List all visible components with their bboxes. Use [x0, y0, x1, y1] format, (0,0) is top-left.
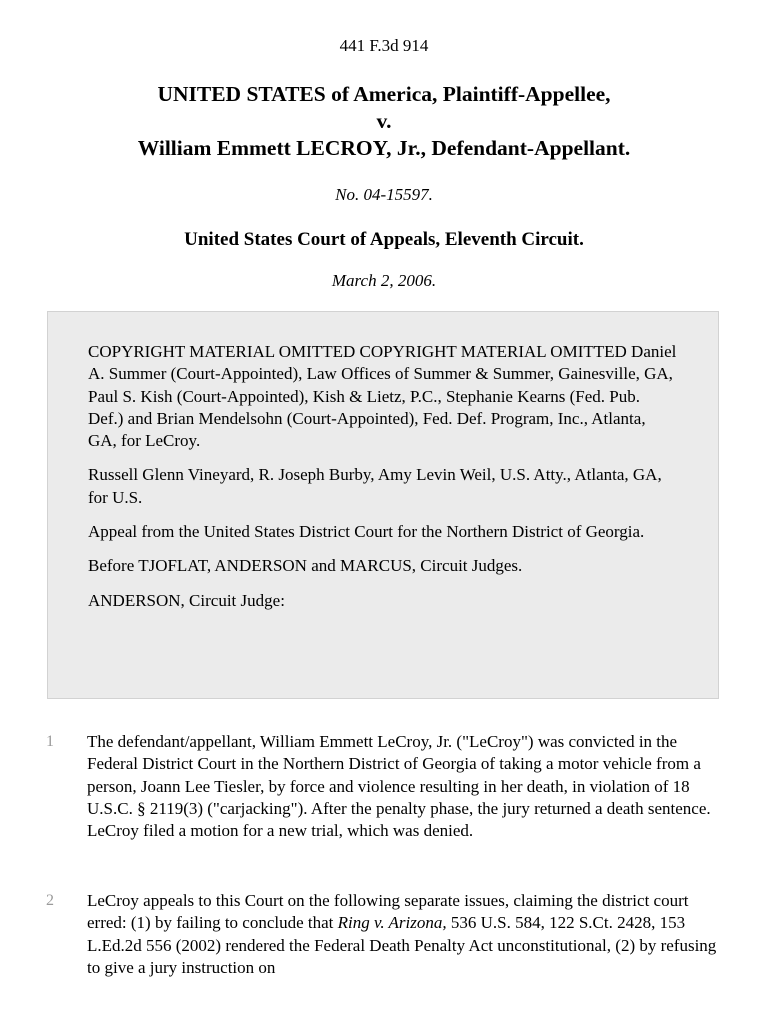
case-name-ring-v-arizona[interactable]: Ring v. Arizona, — [337, 913, 447, 933]
paragraph-text-after: 536 U.S. 584, 122 S.Ct. 2428, 153 L.Ed.2d 556 (2002) rendered the Federal Death Penalty Act unconstitutional, (2) by refusing to give a jury instruction on — [87, 913, 717, 977]
caption-versus: v. — [376, 109, 392, 133]
case-caption — [0, 81, 768, 162]
paragraph-text: The defendant/appellant, William Emmett LeCroy, Jr. ("LeCroy") was convicted in the Federal District Court in the Northern District of Georgia of taking a motor vehicle from a person, Joann Lee Tiesler, by force and violence resulting in her death, in violation of 18 U.S.C. § 2119(3) ("carjacking"). After the penalty phase, the jury returned a death sentence. LeCroy filed a motion for a new trial, which was denied. — [87, 732, 711, 841]
headnote-box — [47, 311, 719, 699]
caption-plaintiff: UNITED STATES of America, Plaintiff-Appellee, — [157, 82, 611, 106]
paragraph-number: 2 — [46, 892, 54, 909]
paragraph-number: 1 — [46, 733, 54, 750]
opinion-author: ANDERSON, Circuit Judge: — [88, 590, 285, 610]
court-name: United States Court of Appeals, Eleventh Circuit. — [184, 229, 584, 250]
counsel-appellant: COPYRIGHT MATERIAL OMITTED COPYRIGHT MATERIAL OMITTED Daniel A. Summer (Court-Appointed), Law Offices of Summer & Summer, Gainesville, GA, Paul S. Kish (Court-Appointed), Kish & Lietz, P.C., Stephanie Kearns (Fed. Pub. Def.) and Brian Mendelsohn (Court-Appointed), Fed. Def. Program, Inc., Atlanta, GA, for LeCroy. — [88, 342, 677, 451]
docket-number: No. 04-15597. — [335, 185, 433, 204]
counsel-appellee: Russell Glenn Vineyard, R. Joseph Burby, Amy Levin Weil, U.S. Atty., Atlanta, GA, for U.S. — [88, 465, 662, 507]
decision-date: March 2, 2006. — [331, 271, 437, 290]
paragraph-text-before: LeCroy appeals to this Court on the following separate issues, claiming the district court erred: (1) by failing to conclude that — [87, 891, 689, 933]
panel-judges: Before TJOFLAT, ANDERSON and MARCUS, Circuit Judges. — [88, 556, 523, 576]
appeal-from: Appeal from the United States District Court for the Northern District of Georgia. — [88, 522, 645, 542]
paragraph-text — [87, 890, 727, 979]
caption-defendant: William Emmett LECROY, Jr., Defendant-Appellant. — [137, 136, 631, 160]
reporter-citation: 441 F.3d 914 — [339, 36, 429, 55]
